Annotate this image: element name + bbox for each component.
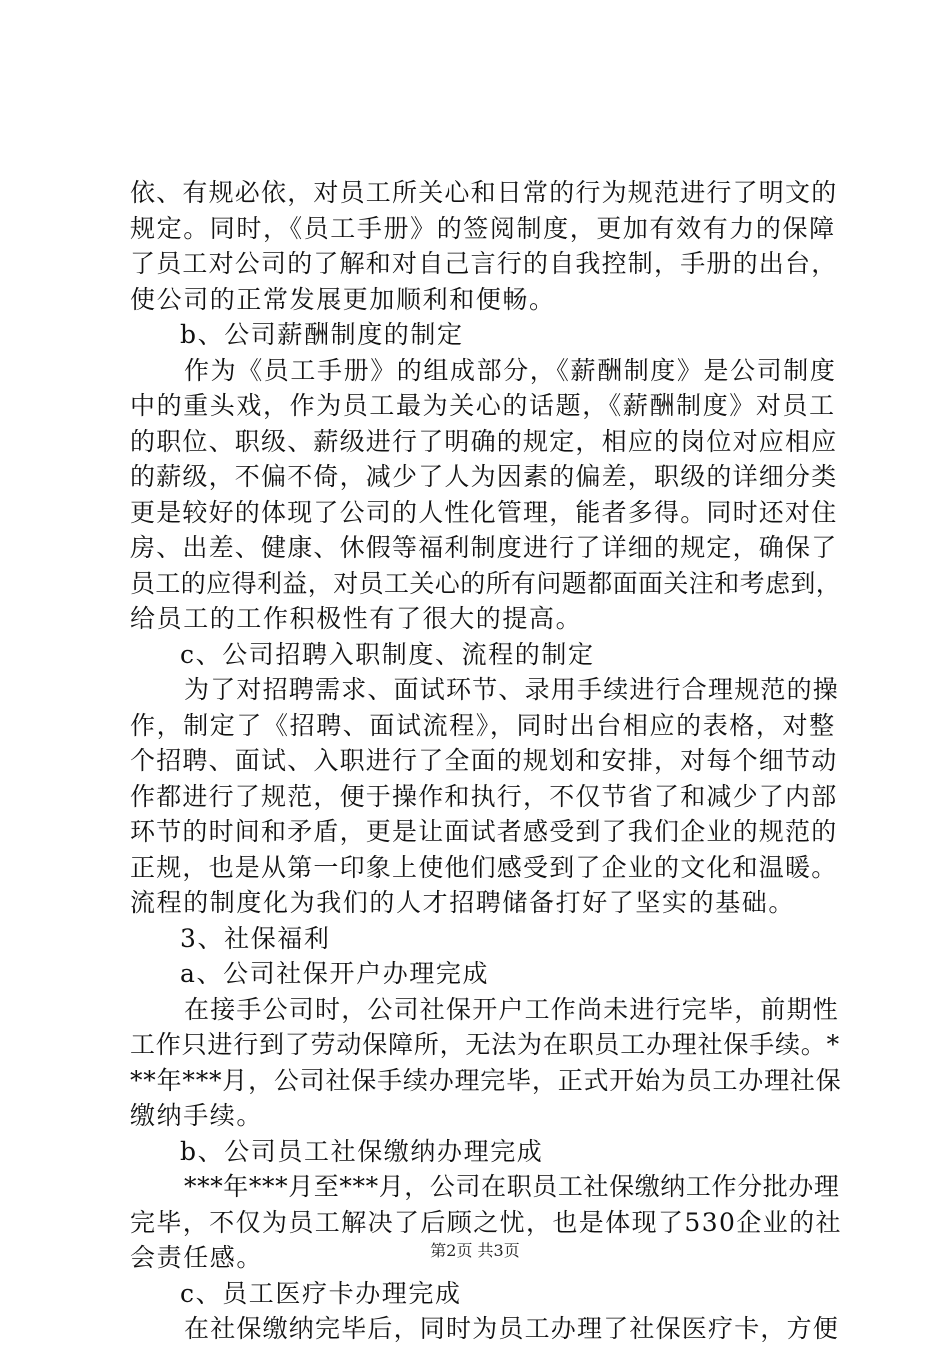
text-line: 个招聘、面试、入职进行了全面的规划和安排，对每个细节动 xyxy=(130,746,838,775)
section-heading: 3、社保福利 xyxy=(180,923,331,953)
text-line: 给员工的工作积极性有了很大的提高。 xyxy=(130,604,583,633)
text-line: 依、有规必依，对员工所关心和日常的行为规范进行了明文的 xyxy=(130,178,838,207)
text-line: 员工的应得利益，对员工关心的所有问题都面面关注和考虑到， xyxy=(130,568,842,598)
section-heading: a、公司社保开户办理完成 xyxy=(180,959,490,988)
document-body xyxy=(130,175,842,1347)
text-line: 更是较好的体现了公司的人性化管理，能者多得。同时还对住 xyxy=(130,497,838,527)
text-line: 会责任感。 xyxy=(130,1243,264,1272)
text-line: 在社保缴纳完毕后，同时为员工办理了社保医疗卡，方便 xyxy=(184,1314,840,1343)
text-line: 完毕，不仅为员工解决了后顾之忧，也是体现了530企业的社 xyxy=(130,1207,842,1237)
text-line: 规定。同时，《员工手册》的签阅制度，更加有效有力的保障 xyxy=(130,213,836,243)
text-line: 了员工对公司的了解和对自己言行的自我控制，手册的出台， xyxy=(130,249,838,278)
text-line: 的职位、职级、薪级进行了明确的规定，相应的岗位对应相应 xyxy=(130,426,838,456)
text-line: 中的重头戏，作为员工最为关心的话题，《薪酬制度》对员工 xyxy=(130,391,836,420)
text-line: 作为《员工手册》的组成部分，《薪酬制度》是公司制度 xyxy=(184,355,837,385)
text-line: 作，制定了《招聘、面试流程》，同时出台相应的表格，对整 xyxy=(130,710,836,740)
text-line: 环节的时间和矛盾，更是让面试者感受到了我们企业的规范的 xyxy=(130,817,838,846)
text-line: 的薪级，不偏不倚，减少了人为因素的偏差，职级的详细分类 xyxy=(130,462,838,491)
text-line: 工作只进行到了劳动保障所，无法为在职员工办理社保手续。* xyxy=(130,1030,840,1059)
text-line: **年***月，公司社保手续办理完毕，正式开始为员工办理社保 xyxy=(130,1065,842,1095)
section-heading: c、公司招聘入职制度、流程的制定 xyxy=(180,639,595,669)
text-line: 为了对招聘需求、面试环节、录用手续进行合理规范的操 xyxy=(184,675,840,704)
text-line: 房、出差、健康、休假等福利制度进行了详细的规定，确保了 xyxy=(130,533,838,562)
text-line: 流程的制度化为我们的人才招聘储备打好了坚实的基础。 xyxy=(130,888,796,917)
section-heading: b、公司薪酬制度的制定 xyxy=(180,320,464,349)
page-number-text: 第2页 共3页 xyxy=(430,1241,520,1260)
section-heading: b、公司员工社保缴纳办理完成 xyxy=(180,1136,544,1166)
section-heading: c、员工医疗卡办理完成 xyxy=(180,1278,462,1308)
text-line: 作都进行了规范，便于操作和执行，不仅节省了和减少了内部 xyxy=(130,781,838,811)
page-footer xyxy=(0,1240,950,1262)
text-line: 缴纳手续。 xyxy=(130,1101,264,1130)
text-line: 使公司的正常发展更加顺利和便畅。 xyxy=(130,284,556,314)
text-line: 在接手公司时，公司社保开户工作尚未进行完毕，前期性 xyxy=(184,994,840,1024)
text-line: 正规，也是从第一印象上使他们感受到了企业的文化和温暖。 xyxy=(130,852,838,882)
text-line: ***年***月至***月，公司在职员工社保缴纳工作分批办理 xyxy=(184,1172,840,1201)
